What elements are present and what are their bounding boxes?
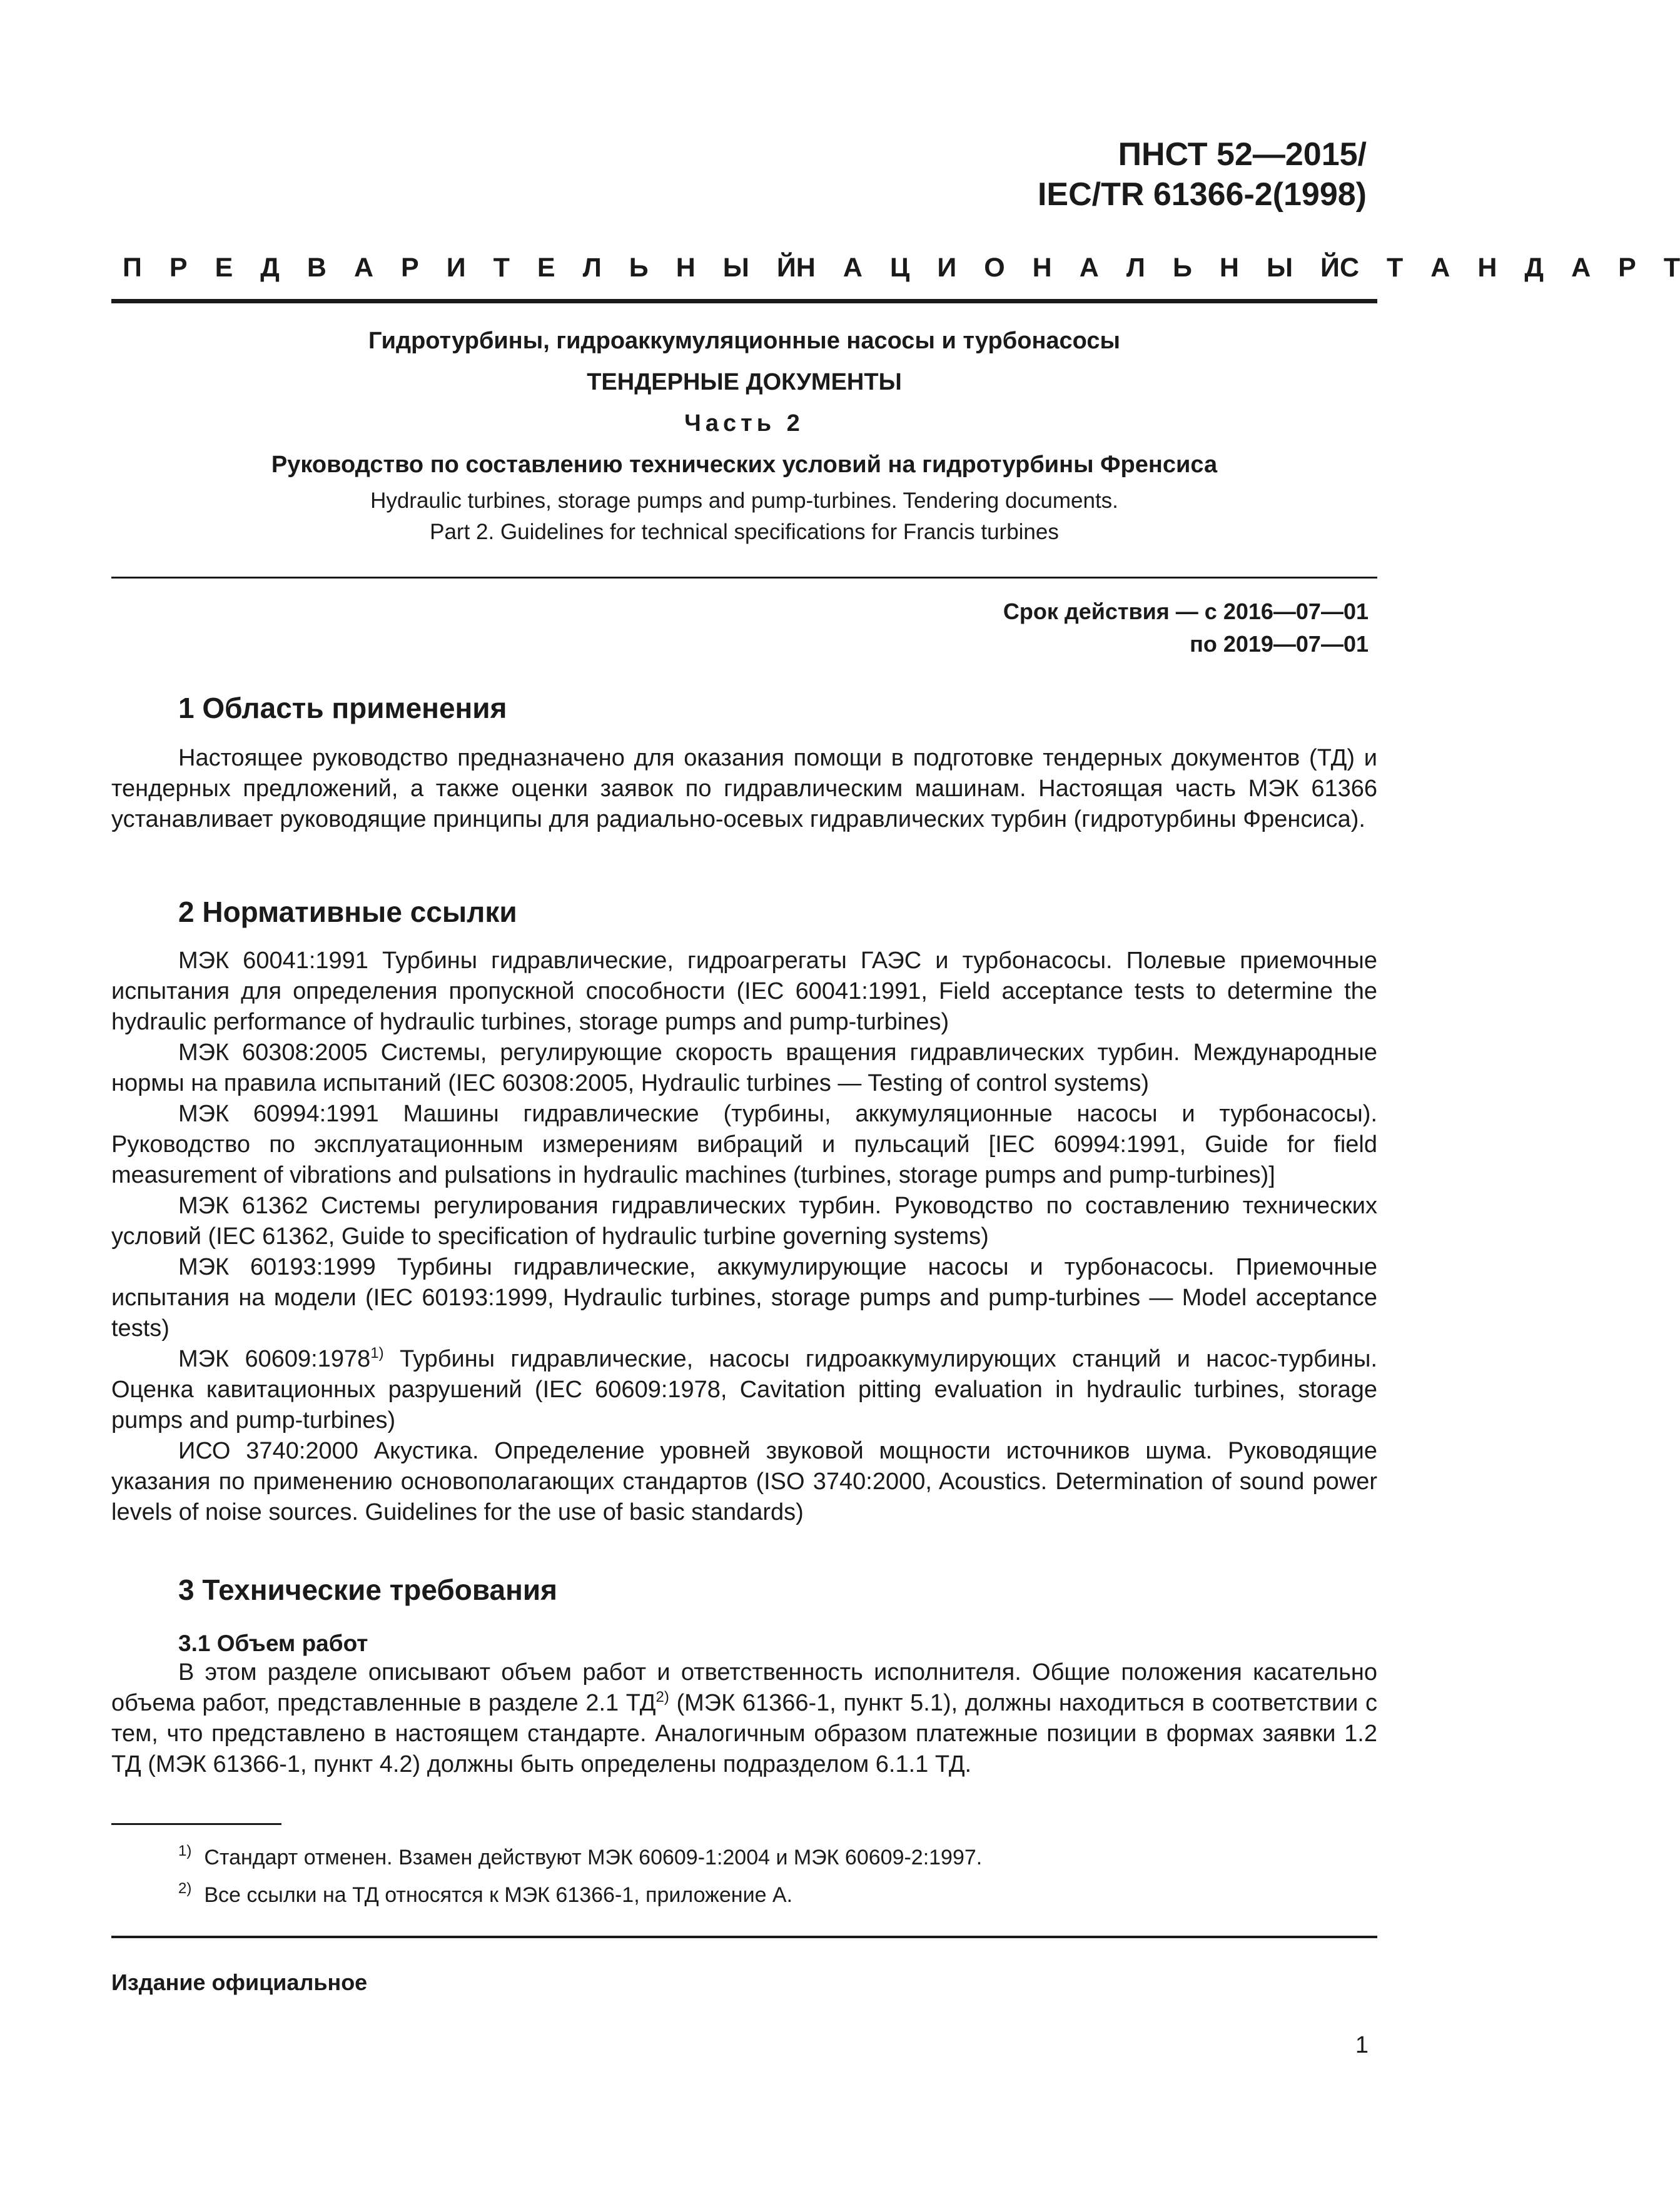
letter: Й xyxy=(776,252,796,283)
letter: В xyxy=(306,252,326,283)
letter: Ь xyxy=(629,252,649,283)
title-divider xyxy=(111,577,1377,579)
letter: А xyxy=(843,252,863,283)
letter: И xyxy=(937,252,957,283)
subsection-3-1-heading: 3.1 Объем работ xyxy=(178,1630,368,1656)
section-1-paragraph: Настоящее руководство предназначено для оказания помощи в подготовке тендерных документов (ТД) и тендерных предложений, а также оценки заявок по гидравлическим машинам. Настоящая часть МЭК 61366 устанавливает руководящие принципы для радиально-осевых гидравлических турбин (гидротурбины Френсиса). xyxy=(111,745,1377,832)
letter: Р xyxy=(169,252,188,283)
reference-iec-60609-code: МЭК 60609:1978 xyxy=(178,1346,371,1372)
footnotes xyxy=(178,1839,1367,1914)
letter: С xyxy=(1339,252,1360,283)
document-code-line2: IEC/TR 61366-2(1998) xyxy=(1037,176,1367,213)
letter: Е xyxy=(215,252,233,283)
letter: А xyxy=(1430,252,1450,283)
letter: А xyxy=(1571,252,1591,283)
letter: Д xyxy=(1524,252,1544,283)
official-edition-label: Издание официальное xyxy=(111,1969,368,1995)
document-code-line1: ПНСТ 52—2015/ xyxy=(1118,136,1367,173)
section-3-heading: 3 Технические требования xyxy=(178,1574,557,1606)
page-number: 1 xyxy=(1355,2032,1369,2058)
letter: Ц xyxy=(889,252,910,283)
footnote-2-number: 2) xyxy=(178,1880,192,1897)
standard-type-word-3 xyxy=(1340,253,1680,283)
section-1-heading: 1 Область применения xyxy=(178,692,507,724)
letter: Р xyxy=(1618,252,1636,283)
letter: Ы xyxy=(1266,252,1293,283)
letter: Н xyxy=(1219,252,1239,283)
letter: Й xyxy=(1320,252,1340,283)
reference-iec-60193: МЭК 60193:1999 Турбины гидравлические, аккумулирующие насосы и турбонасосы. Приемочные испытания на модели (IEC 60193:1999, Hydraulic turbines, storage pumps and pump-turbines — Model acceptance tests) xyxy=(111,1254,1377,1342)
letter: О xyxy=(984,252,1005,283)
letter: Р xyxy=(401,252,419,283)
english-title-line1: Hydraulic turbines, storage pumps and pump-turbines. Tendering documents. xyxy=(370,488,1118,513)
letter: И xyxy=(446,252,466,283)
letter: Д xyxy=(260,252,280,283)
standard-type-word-2 xyxy=(796,253,1340,283)
letter: А xyxy=(353,252,374,283)
section-2-heading: 2 Нормативные ссылки xyxy=(178,896,517,928)
letter: Н xyxy=(796,252,816,283)
letter: Ы xyxy=(722,252,749,283)
subsection-3-1-text-start: В этом разделе описывают объем работ и ответственность исполнителя. Общие положения касательно объема работ, представленные в разделе 2.1 ТД xyxy=(111,1659,1377,1716)
document-code xyxy=(1038,134,1367,215)
standard-type-banner xyxy=(123,248,1680,288)
footnote-ref-2[interactable]: 2) xyxy=(655,1689,669,1706)
reference-iec-60609 xyxy=(111,1344,1377,1436)
title-line-guidelines: Руководство по составлению технических условий на гидротурбины Френсиса xyxy=(271,452,1218,478)
header-divider xyxy=(111,299,1377,303)
reference-iec-60994: МЭК 60994:1991 Машины гидравлические (турбины, аккумуляционные насосы и турбонасосы). Руководство по эксплуатационным измерениям вибраций и пульсаций [IEC 60994:1991, Guide for field measurement of vibrations and pulsations in hydraulic machines (turbines, storage pumps and pump-turbines)] xyxy=(111,1101,1377,1188)
validity-to: по 2019—07—01 xyxy=(1190,631,1369,657)
footnote-separator xyxy=(111,1823,281,1825)
footnote-1-number: 1) xyxy=(178,1843,192,1859)
validity-from: Срок действия — с 2016—07—01 xyxy=(1003,599,1369,624)
footnote-1-text: Стандарт отменен. Взамен действуют МЭК 60609-1:2004 и МЭК 60609-2:1997. xyxy=(204,1846,983,1869)
validity-period xyxy=(1003,595,1369,660)
letter: П xyxy=(123,252,142,283)
letter: Т xyxy=(1387,252,1404,283)
letter: Т xyxy=(493,252,510,283)
reference-iec-60609-text: Турбины гидравлические, насосы гидроаккумулирующих станций и насос-турбины. Оценка кавитационных разрушений (IEC 60609:1978, Cavitation pitting evaluation in hydraulic turbines, storage pumps and pump-turbines) xyxy=(111,1346,1378,1433)
letter: Н xyxy=(676,252,696,283)
letter: А xyxy=(1079,252,1099,283)
footer-divider xyxy=(111,1936,1377,1938)
footnote-ref-1[interactable]: 1) xyxy=(370,1345,384,1362)
footnote-2 xyxy=(178,1876,1367,1914)
footnote-2-text: Все ссылки на ТД относятся к МЭК 61366-1, приложение А. xyxy=(204,1883,793,1907)
letter: Т xyxy=(1663,252,1680,283)
title-line-part: Часть 2 xyxy=(684,410,804,437)
reference-iec-60308: МЭК 60308:2005 Системы, регулирующие скорость вращения гидравлических турбин. Международные нормы на правила испытаний (IEC 60308:2005, Hydraulic turbines — Testing of control systems) xyxy=(111,1039,1377,1096)
subsection-3-1-text-end: (МЭК 61366-1, пункт 5.1), должны находиться в соответствии с тем, что представлено в настоящем стандарте. Аналогичным образом платежные позиции в формах заявки 1.2 ТД (МЭК 61366-1, пункт 4.2) должны быть определены подразделом 6.1.1 ТД. xyxy=(111,1690,1377,1777)
subsection-3-1-body xyxy=(111,1657,1377,1780)
letter: Л xyxy=(582,252,602,283)
subsection-3-1-paragraph xyxy=(111,1657,1377,1780)
letter: Л xyxy=(1126,252,1145,283)
title-line-main: Гидротурбины, гидроаккумуляционные насосы и турбонасосы xyxy=(368,328,1120,354)
reference-iec-60041: МЭК 60041:1991 Турбины гидравлические, гидроагрегаты ГАЭС и турбонасосы. Полевые приемочные испытания для определения пропускной способности (IEC 60041:1991, Field acceptance tests to determine the hydraulic performance of hydraulic turbines, storage pumps and pump-turbines) xyxy=(111,948,1377,1035)
reference-iec-61362: МЭК 61362 Системы регулирования гидравлических турбин. Руководство по составлению технических условий (IEC 61362, Guide to specification of hydraulic turbine governing systems) xyxy=(111,1193,1377,1250)
english-title-line2: Part 2. Guidelines for technical specifications for Francis turbines xyxy=(430,520,1059,544)
letter: Н xyxy=(1032,252,1052,283)
footnote-1 xyxy=(178,1839,1367,1876)
letter: Е xyxy=(537,252,555,283)
letter: Ь xyxy=(1172,252,1192,283)
section-1-body xyxy=(111,743,1377,835)
standard-type-word-1 xyxy=(123,253,796,283)
letter: Н xyxy=(1477,252,1497,283)
title-block xyxy=(111,320,1377,548)
title-line-documents: ТЕНДЕРНЫЕ ДОКУМЕНТЫ xyxy=(587,369,902,395)
section-2-body xyxy=(111,946,1377,1528)
reference-iso-3740: ИСО 3740:2000 Акустика. Определение уровней звуковой мощности источников шума. Руководящие указания по применению основополагающих стандартов (ISO 3740:2000, Acoustics. Determination of sound power levels of noise sources. Guidelines for the use of basic standards) xyxy=(111,1438,1377,1525)
